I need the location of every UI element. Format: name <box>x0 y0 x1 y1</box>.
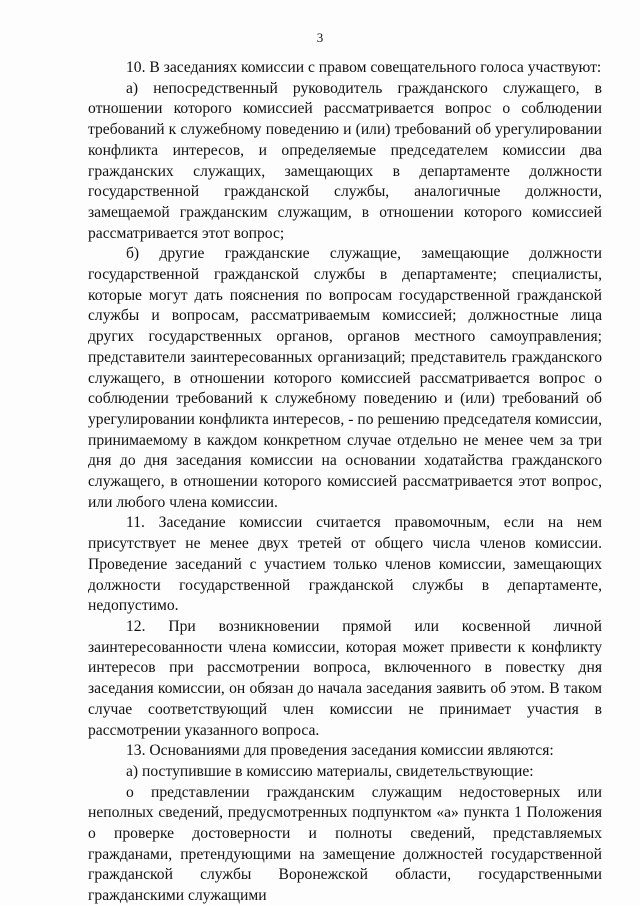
paragraph-10-a: а) непосредственный руководитель гражданского служащего, в отношении которого комиссией рассматривается вопрос о соблюдении требований к служебному поведению и (или) требований об урегулировании конфликта интересов, и определяемые председателем комиссии два гражданских служащих, замещающих в департаменте должности государственной гражданской службы, аналогичные должности, замещаемой гражданским служащим, в отношении которого комиссией рассматривается этот вопрос; <box>88 79 602 242</box>
paragraph-13-a: а) поступившие в комиссию материалы, свидетельствующие: <box>126 762 534 780</box>
document-body <box>88 58 602 907</box>
paragraph-13-a-item: о представлении гражданским служащим недостоверных или неполных сведений, предусмотренных подпунктом «а» пункта 1 Положения о проверке достоверности и полноты сведений, представляемых гражданами, претендующими на замещение должностей государственной гражданской службы Воронежской области, государственными гражданскими служащими <box>88 783 602 905</box>
paragraph-11: 11. Заседание комиссии считается правомочным, если на нем присутствует не менее двух третей от общего числа членов комиссии. Проведение заседаний с участием только членов комиссии, замещающих должности государственной гражданской службы в департаменте, недопустимо. <box>88 514 602 615</box>
paragraph-10-b: б) другие гражданские служащие, замещающие должности государственной гражданской службы в департаменте; специалисты, которые могут дать пояснения по вопросам государственной гражданской службы и вопросам, рассматриваемым комиссией; должностные лица других государственных органов, органов местного самоуправления; представители заинтересованных организаций; представитель гражданского служащего, в отношении которого комиссией рассматривается вопрос о соблюдении требований к служебному поведению и (или) требований об урегулировании конфликта интересов, - по решению председателя комиссии, принимаемому в каждом конкретном случае отдельно не менее чем за три дня до дня заседания комиссии на основании ходатайства гражданского служащего, в отношении которого комиссией рассматривается этот вопрос, или любого члена комиссии. <box>88 245 602 511</box>
paragraph-13-intro: 13. Основаниями для проведения заседания комиссии являются: <box>126 742 554 760</box>
page-number: 3 <box>316 30 324 45</box>
paragraph-10-intro: 10. В заседаниях комиссии с правом совещательного голоса участвуют: <box>126 59 602 76</box>
paragraph-12: 12. При возникновении прямой или косвенной личной заинтересованности члена комиссии, которая может привести к конфликту интересов при рассмотрении вопроса, включенного в повестку дня заседания комиссии, он обязан до начала заседания заявить об этом. В таком случае соответствующий член комиссии не принимает участия в рассмотрении указанного вопроса. <box>88 617 602 739</box>
